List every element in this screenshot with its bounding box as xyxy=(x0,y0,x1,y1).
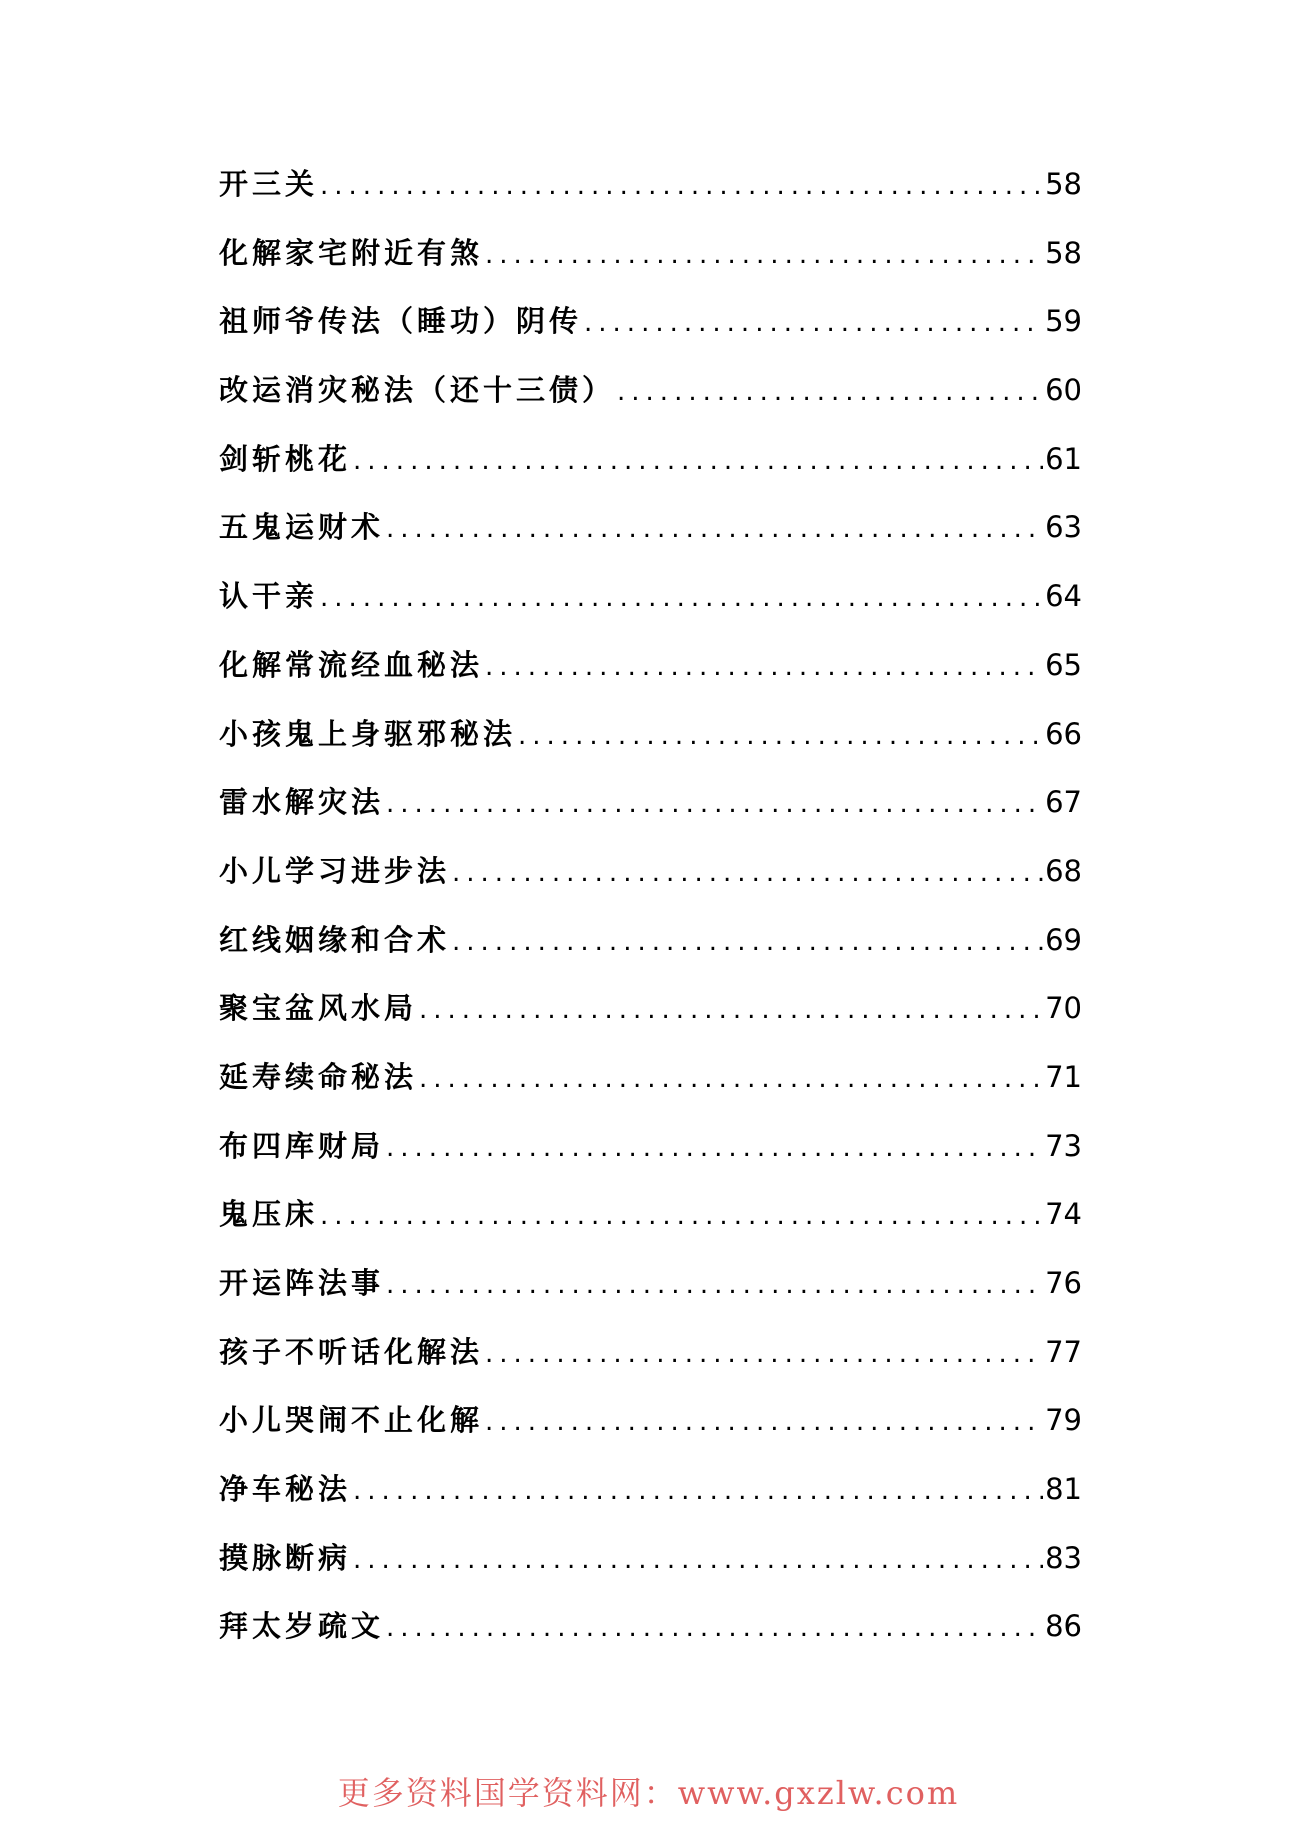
toc-entry-title: 化解常流经血秘法 xyxy=(219,647,484,682)
toc-entry-page-number: 58 xyxy=(1045,235,1082,270)
toc-entry[interactable] xyxy=(219,768,1082,837)
toc-entry-title: 开三关 xyxy=(219,167,319,201)
toc-entry[interactable] xyxy=(219,700,1082,769)
toc-entry-title: 改运消灾秘法（还十三债） xyxy=(219,373,616,408)
toc-entry-page-number: 68 xyxy=(1045,853,1082,888)
toc-entry[interactable] xyxy=(219,1318,1082,1387)
toc-entry-page-number: 63 xyxy=(1045,510,1082,545)
toc-entry-page-number: 64 xyxy=(1045,579,1082,614)
toc-entry-title: 摸脉断病 xyxy=(219,1540,352,1575)
toc-entry[interactable] xyxy=(219,1249,1082,1318)
toc-entry-title: 认干亲 xyxy=(219,579,319,614)
toc-dot-leader xyxy=(320,564,1043,633)
toc-entry-page-number: 60 xyxy=(1045,373,1082,408)
toc-entry-title: 拜太岁疏文 xyxy=(219,1609,385,1644)
toc-entry-title: 开运阵法事 xyxy=(219,1266,385,1300)
toc-dot-leader xyxy=(485,633,1043,702)
toc-entry[interactable] xyxy=(219,974,1082,1043)
toc-entry-title: 化解家宅附近有煞 xyxy=(219,235,484,270)
toc-entry-page-number: 86 xyxy=(1045,1609,1082,1644)
toc-entry-title: 布四库财局 xyxy=(219,1128,385,1163)
toc-entry-page-number: 70 xyxy=(1045,991,1082,1026)
toc-entry-page-number: 58 xyxy=(1045,167,1082,201)
table-of-contents xyxy=(219,150,1082,1661)
toc-entry-page-number: 65 xyxy=(1045,647,1082,682)
toc-dot-leader xyxy=(419,976,1043,1045)
toc-entry-page-number: 59 xyxy=(1045,304,1082,339)
toc-entry[interactable] xyxy=(219,1592,1082,1661)
toc-dot-leader xyxy=(386,1594,1043,1663)
toc-entry-page-number: 61 xyxy=(1045,441,1082,476)
toc-dot-leader xyxy=(452,839,1043,908)
toc-entry-title: 净车秘法 xyxy=(219,1472,352,1507)
toc-entry-title: 聚宝盆风水局 xyxy=(219,991,418,1026)
toc-entry[interactable] xyxy=(219,219,1082,288)
toc-entry-page-number: 81 xyxy=(1045,1472,1082,1507)
toc-entry-title: 小儿学习进步法 xyxy=(219,853,451,888)
toc-entry-title: 小孩鬼上身驱邪秘法 xyxy=(219,716,517,751)
toc-dot-leader xyxy=(353,1526,1043,1595)
toc-entry-title: 雷水解灾法 xyxy=(219,785,385,820)
toc-dot-leader xyxy=(617,358,1043,427)
toc-dot-leader xyxy=(419,1045,1043,1114)
toc-entry[interactable] xyxy=(219,837,1082,906)
toc-entry-title: 延寿续命秘法 xyxy=(219,1059,418,1094)
toc-entry-title: 祖师爷传法（睡功）阴传 xyxy=(219,304,583,339)
toc-entry[interactable] xyxy=(219,562,1082,631)
toc-entry-page-number: 67 xyxy=(1045,785,1082,820)
toc-dot-leader xyxy=(353,1457,1043,1526)
toc-entry-page-number: 83 xyxy=(1045,1540,1082,1575)
toc-entry-title: 五鬼运财术 xyxy=(219,510,385,545)
toc-entry-page-number: 66 xyxy=(1045,716,1082,751)
toc-entry-title: 剑斩桃花 xyxy=(219,441,352,476)
toc-entry-page-number: 74 xyxy=(1045,1197,1082,1232)
toc-dot-leader xyxy=(452,908,1043,977)
toc-entry[interactable] xyxy=(219,1386,1082,1455)
toc-entry[interactable] xyxy=(219,493,1082,562)
toc-dot-leader xyxy=(518,702,1043,771)
toc-entry-title: 孩子不听话化解法 xyxy=(219,1334,484,1369)
toc-dot-leader xyxy=(485,1388,1043,1457)
toc-entry-page-number: 79 xyxy=(1045,1403,1082,1438)
footer-watermark[interactable]: 更多资料国学资料网：www.gxzlw.com xyxy=(337,1774,960,1812)
toc-entry-title: 小儿哭闹不止化解 xyxy=(219,1403,484,1438)
toc-dot-leader xyxy=(386,770,1043,839)
toc-entry[interactable] xyxy=(219,1455,1082,1524)
toc-entry[interactable] xyxy=(219,287,1082,356)
toc-dot-leader xyxy=(320,1182,1043,1251)
toc-entry[interactable] xyxy=(219,425,1082,494)
toc-entry[interactable] xyxy=(219,1180,1082,1249)
toc-dot-leader xyxy=(485,221,1043,290)
toc-entry[interactable] xyxy=(219,150,1082,219)
toc-entry-title: 红线姻缘和合术 xyxy=(219,922,451,957)
toc-entry-page-number: 69 xyxy=(1045,922,1082,957)
toc-entry[interactable] xyxy=(219,1524,1082,1593)
toc-dot-leader xyxy=(386,1114,1043,1183)
toc-dot-leader xyxy=(386,1251,1043,1320)
toc-entry[interactable] xyxy=(219,906,1082,975)
toc-entry-title: 鬼压床 xyxy=(219,1197,319,1232)
toc-entry[interactable] xyxy=(219,356,1082,425)
toc-dot-leader xyxy=(320,152,1043,221)
toc-dot-leader xyxy=(386,495,1043,564)
toc-entry[interactable] xyxy=(219,1112,1082,1181)
toc-dot-leader xyxy=(485,1320,1043,1389)
toc-entry[interactable] xyxy=(219,631,1082,700)
toc-dot-leader xyxy=(584,289,1043,358)
toc-entry[interactable] xyxy=(219,1043,1082,1112)
toc-entry-page-number: 77 xyxy=(1045,1334,1082,1369)
toc-entry-page-number: 73 xyxy=(1045,1128,1082,1163)
toc-entry-page-number: 76 xyxy=(1045,1266,1082,1300)
toc-dot-leader xyxy=(353,427,1043,496)
toc-entry-page-number: 71 xyxy=(1045,1059,1082,1094)
